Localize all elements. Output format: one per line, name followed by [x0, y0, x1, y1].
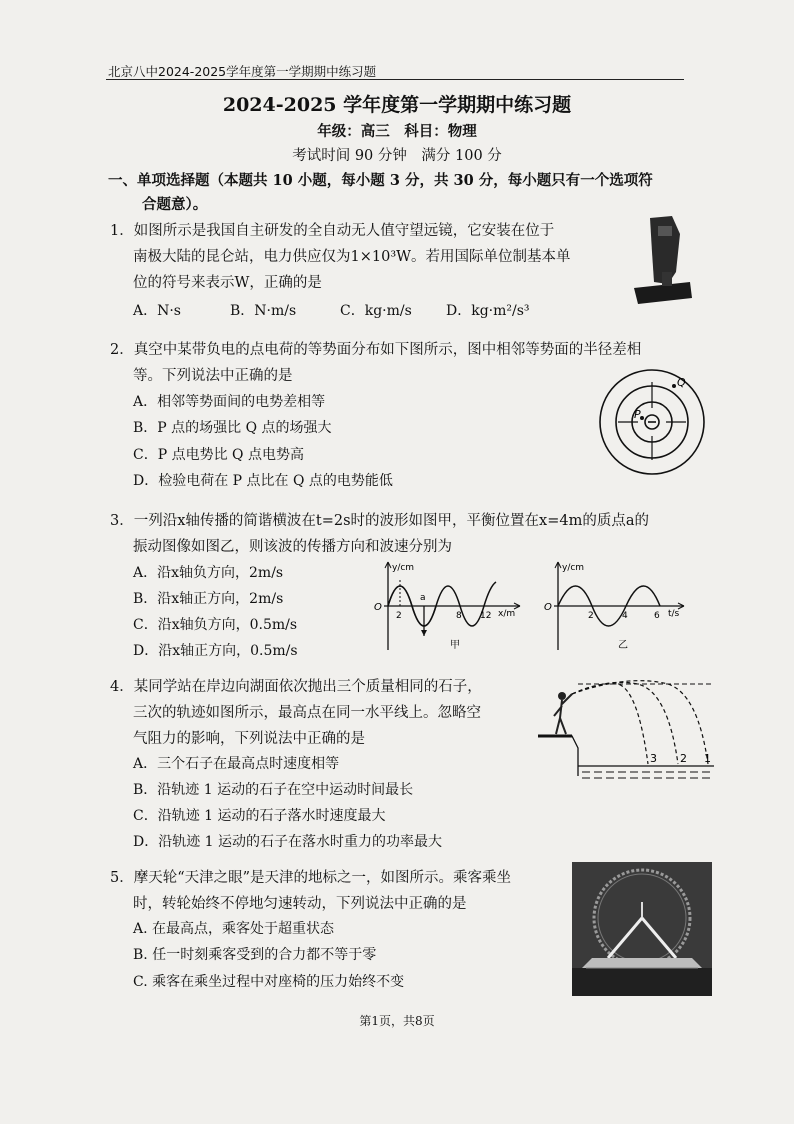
- wave-figure-yi: [540, 560, 690, 655]
- section-heading-line2: 合题意）。: [142, 196, 208, 213]
- q3-option-a: A．沿x轴负方向，2m/s: [133, 565, 284, 581]
- q1-option-a: A．N·s: [133, 303, 181, 319]
- q5-stem-line1: 5．摩天轮“天津之眼”是天津的地标之一，如图所示。乘客乘坐: [110, 870, 512, 886]
- q5-option-c: C. 乘客在乘坐过程中对座椅的压力始终不变: [133, 974, 405, 990]
- telescope-photo: [632, 212, 694, 306]
- q4-stem-line2: 三次的轨迹如图所示，最高点在同一水平线上。忽略空: [133, 705, 481, 721]
- q3-option-c: C．沿x轴负方向，0.5m/s: [133, 617, 298, 633]
- jia-ylabel: y/cm: [392, 563, 415, 573]
- jia-xlabel: x/m: [498, 609, 516, 619]
- q2-option-c: C．P 点电势比 Q 点电势高: [133, 447, 304, 463]
- trajectory-label-2: 2: [680, 752, 687, 765]
- jia-tick-12: 12: [480, 611, 492, 621]
- q1-stem-line2: 南极大陆的昆仑站，电力供应仅为1×10³W。若用国际单位制基本单: [133, 249, 571, 265]
- q2-stem-line2: 等。下列说法中正确的是: [133, 368, 293, 384]
- q2-option-b: B．P 点的场强比 Q 点的场强大: [133, 420, 332, 436]
- jia-origin: O: [374, 602, 382, 613]
- yi-tick-2: 2: [588, 611, 594, 621]
- exam-title: 2024-2025 学年度第一学期期中练习题: [222, 94, 572, 116]
- grade-subject: 年级：高三 科目：物理: [317, 123, 477, 140]
- point-p-label: P: [634, 408, 641, 421]
- q1-stem-line1: 1．如图所示是我国自主研发的全自动无人值守望远镜，它安装在位于: [110, 223, 555, 239]
- yi-caption: 乙: [618, 640, 628, 651]
- section-heading-line1: 一、单项选择题（本题共 10 小题，每小题 3 分，共 30 分，每小题只有一个选项符: [108, 172, 653, 189]
- q5-stem-line2: 时，转轮始终不停地匀速转动，下列说法中正确的是: [133, 896, 467, 912]
- yi-tick-4: 4: [622, 611, 628, 621]
- jia-point-a: a: [420, 593, 426, 603]
- q4-stem-line3: 气阻力的影响，下列说法中正确的是: [133, 731, 365, 747]
- q4-option-d: D．沿轨迹 1 运动的石子在落水时重力的功率最大: [133, 834, 443, 850]
- page-footer: 第1页，共8页: [359, 1014, 435, 1028]
- q4-option-c: C．沿轨迹 1 运动的石子落水时速度最大: [133, 808, 386, 824]
- yi-ylabel: y/cm: [562, 563, 585, 573]
- q1-stem-line3: 位的符号来表示W，正确的是: [133, 275, 322, 291]
- q5-option-b: B. 任一时刻乘客受到的合力都不等于零: [133, 947, 377, 963]
- wave-figure-jia: [370, 560, 530, 655]
- q3-option-d: D．沿x轴正方向，0.5m/s: [133, 643, 298, 659]
- q2-option-a: A．相邻等势面间的电势差相等: [133, 394, 326, 410]
- q3-option-b: B．沿x轴正方向，2m/s: [133, 591, 284, 607]
- q2-stem-line1: 2．真空中某带负电的点电荷的等势面分布如下图所示，图中相邻等势面的半径差相: [110, 342, 642, 358]
- time-score: 考试时间 90 分钟 满分 100 分: [292, 148, 502, 164]
- jia-tick-2: 2: [396, 611, 402, 621]
- q4-option-b: B．沿轨迹 1 运动的石子在空中运动时间最长: [133, 782, 414, 798]
- trajectory-label-3: 3: [650, 752, 657, 765]
- q3-stem-line1: 3．一列沿x轴传播的简谐横波在t=2s时的波形如图甲，平衡位置在x=4m的质点a的: [110, 513, 649, 529]
- yi-xlabel: t/s: [668, 609, 680, 619]
- q1-option-c: C．kg·m/s: [340, 303, 412, 319]
- running-header: 北京八中2024-2025学年度第一学期期中练习题: [108, 64, 377, 79]
- q2-option-d: D．检验电荷在 P 点比在 Q 点的电势能低: [133, 473, 393, 489]
- point-q-label: Q: [677, 376, 686, 389]
- header-rule: [106, 79, 684, 80]
- q5-option-a: A. 在最高点，乘客处于超重状态: [133, 921, 335, 937]
- jia-tick-8: 8: [456, 611, 462, 621]
- jia-caption: 甲: [450, 640, 460, 651]
- q1-option-b: B．N·m/s: [230, 303, 297, 319]
- trajectory-label-1: 1: [704, 752, 711, 765]
- q4-stem-line1: 4．某同学站在岸边向湖面依次抛出三个质量相同的石子，: [110, 679, 482, 695]
- equipotential-figure: [598, 368, 706, 476]
- yi-tick-6: 6: [654, 611, 660, 621]
- yi-origin: O: [544, 602, 552, 613]
- q4-option-a: A．三个石子在最高点时速度相等: [133, 756, 340, 772]
- q3-stem-line2: 振动图像如图乙，则该波的传播方向和波速分别为: [133, 539, 452, 555]
- stone-trajectory-figure: [538, 676, 716, 784]
- ferris-wheel-photo: [572, 862, 712, 996]
- q1-option-d: D．kg·m²/s³: [446, 303, 530, 319]
